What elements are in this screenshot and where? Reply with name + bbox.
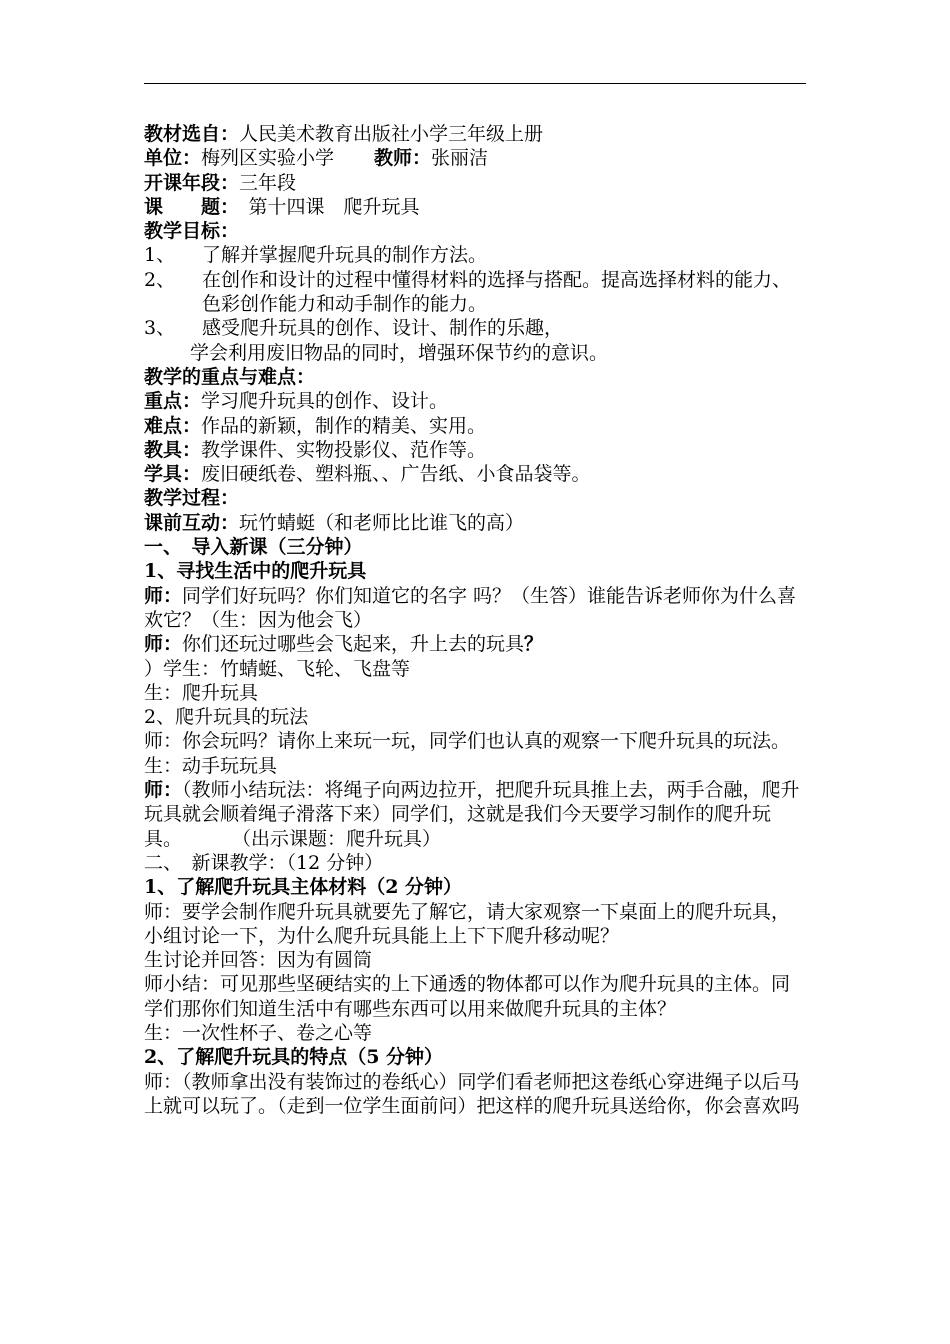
- difficulty: 难点：作品的新颖，制作的精美、实用。: [144, 414, 487, 437]
- lesson-plan-document: [144, 122, 808, 1118]
- warmup: 课前互动：玩竹蜻蜓（和老师比比谁飞的高）: [144, 511, 525, 534]
- subsection-1-1: 1、寻找生活中的爬升玩具: [144, 560, 367, 583]
- subsection-2-2: 2、了解爬升玩具的特点（5 分钟）: [144, 1046, 444, 1069]
- school-teacher: 单位：梅列区实验小学 教师：张丽洁: [144, 147, 489, 170]
- section-2-heading: 二、 新课教学：（12 分钟）: [144, 851, 384, 874]
- teacher-line-3: 师：你会玩吗？请你上来玩一玩，同学们也认真的观察一下爬升玩具的玩法。: [144, 730, 791, 753]
- goal-3-cont: 学会利用废旧物品的同时，增强环保节约的意识。: [190, 341, 609, 364]
- teacher-line-2: 师：你们还玩过哪些会飞起来，升上去的玩具？: [144, 633, 544, 656]
- teacher-line-4: 师：要学会制作爬升玩具就要先了解它，请大家观察一下桌面上的爬升玩具，小组讨论一下，为什么爬升玩具能上上下下爬升移动呢？: [144, 900, 791, 947]
- student-answer-5: 生：一次性杯子、卷之心等: [144, 1021, 373, 1044]
- subsection-1-2: 2、爬升玩具的玩法: [144, 706, 309, 729]
- key-points-heading: 教学的重点与难点：: [144, 365, 316, 388]
- goals-heading: 教学目标：: [144, 220, 240, 243]
- goal-3: 3、 感受爬升玩具的创作、设计、制作的乐趣，: [144, 317, 564, 340]
- teacher-summary-2: 师小结：可见那些坚硬结实的上下通透的物体都可以作为爬升玩具的主体。同学们那你们知道生活中有哪些东西可以用来做爬升玩具的主体？: [144, 973, 791, 1020]
- teaching-aids: 教具：教学课件、实物投影仪、范作等。: [144, 438, 487, 461]
- student-answer-3: 生：动手玩玩具: [144, 754, 278, 777]
- student-answer-4: 生讨论并回答：因为有圆筒: [144, 949, 373, 972]
- header-rule: [144, 83, 806, 84]
- goal-1: 1、 了解并掌握爬升玩具的制作方法。: [144, 244, 488, 267]
- section-1-heading: 一、 导入新课（三分钟）: [144, 536, 363, 559]
- key-point: 重点：学习爬升玩具的创作、设计。: [144, 390, 449, 413]
- student-answer-2: 生：爬升玩具: [144, 681, 259, 704]
- subsection-2-1: 1、了解爬升玩具主体材料（2 分钟）: [144, 876, 463, 899]
- student-materials: 学具：废旧硬纸卷、塑料瓶、、广告纸、小食品袋等。: [144, 463, 591, 486]
- lesson-title: 课 题： 第十四课 爬升玩具: [144, 195, 420, 218]
- teacher-summary: 师：（教师小结玩法：将绳子向两边拉开，把爬升玩具推上去，两手合融，爬升玩具就会顺着绳子滑落下来）同学们，这就是我们今天要学习制作的爬升玩具。 （出示课题：爬升玩具）: [144, 779, 800, 850]
- student-answer-1: ）学生：竹蜻蜓、飞轮、飞盘等: [144, 657, 411, 680]
- teacher-line-5: 师：（教师拿出没有装饰过的卷纸心）同学们看老师把这卷纸心穿进绳子以后马上就可以玩了。（走到一位学生面前问）把这样的爬升玩具送给你，你会喜欢吗: [144, 1070, 800, 1117]
- process-heading: 教学过程：: [144, 487, 240, 510]
- textbook-source: 教材选自：人民美术教育出版社小学三年级上册: [144, 123, 544, 145]
- goal-2: 2、 在创作和设计的过程中懂得材料的选择与搭配。提高选择材料的能力、色彩创作能力和动手制作的能力。: [144, 268, 792, 316]
- teacher-line-1: 师：同学们好玩吗？你们知道它的名字 吗？（生答）谁能告诉老师你为什么喜欢它？（生：因为他会飞）: [144, 584, 797, 631]
- grade-level: 开课年段：三年段: [144, 171, 297, 194]
